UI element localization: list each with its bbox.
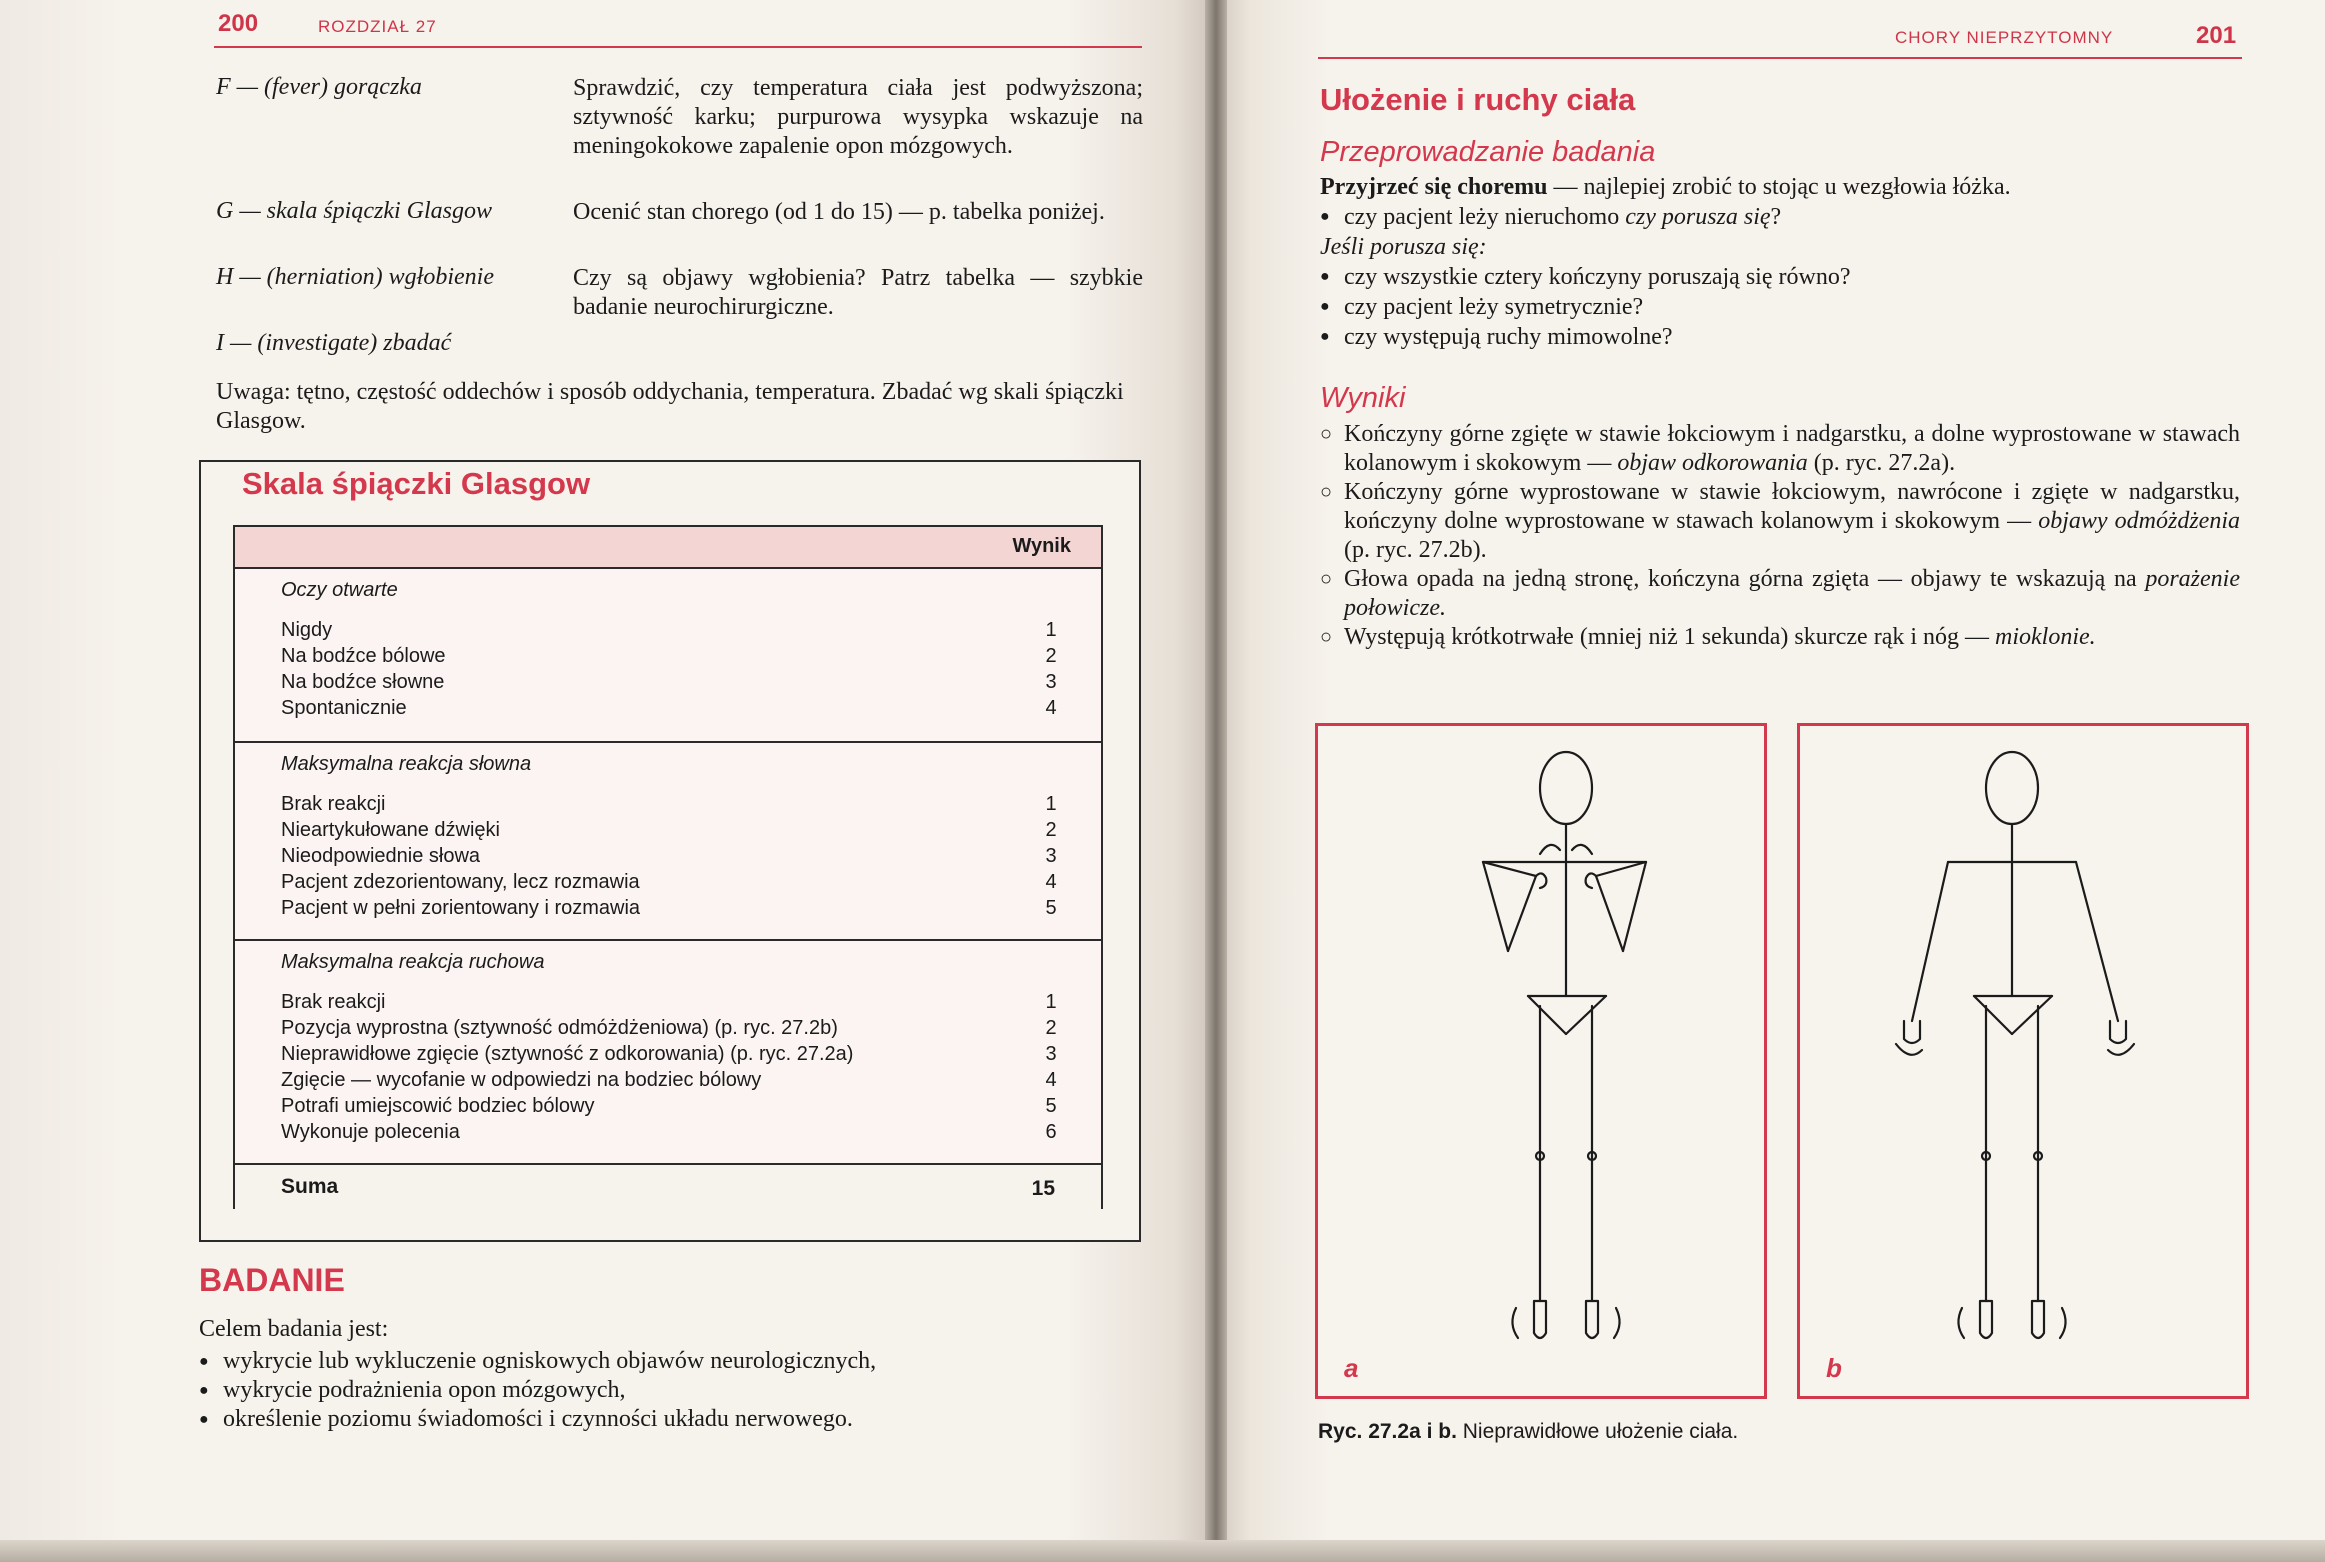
decerebrate-posture-illustration [1800,726,2246,1396]
book-gutter [1205,0,1227,1562]
note-paragraph: Uwaga: tętno, częstość oddechów i sposób oddychania, temperatura. Zbadać wg skali śpiączki Glasgow. [216,379,1124,434]
badanie-list [199,1347,876,1434]
table-row: Na bodźce bólowe 2 [281,645,1057,667]
table-row: Potrafi umiejscowić bodziec bólowy 5 [281,1095,1057,1117]
figure-a-label: a [1344,1353,1359,1383]
list-item: ○ Kończyny górne wyprostowane w stawie łokciowym, nawrócone i zgięte w nadgarstku, kończyny dolne wyprostowane w stawach kolanowym i skokowym — objawy odmóżdżenia (p. ryc. 27.2b). [1320,478,2240,565]
list-item: ● czy pacjent leży nieruchomo czy porusza się? [1320,202,2240,232]
list-item: ○ Występują krótkotrwałe (mniej niż 1 sekunda) skurcze rąk i nóg — mioklonie. [1320,623,2240,652]
abbr-term-h: H — (herniation) wgłobienie [216,264,494,290]
left-head-rule [214,46,1142,48]
check-list-1 [1320,202,2240,232]
table-row: Nieprawidłowe zgięcie (sztywność z odkorowania) (p. ryc. 27.2a) 3 [281,1043,1057,1065]
abbr-term-i: I — (investigate) zbadać [216,330,452,356]
subheading-procedure: Przeprowadzanie badania [1320,136,1656,168]
section-title: Ułożenie i ruchy ciała [1320,82,1636,117]
section-verbal [235,743,1101,941]
list-item: ● określenie poziomu świadomości i czynności układu nerwowego. [199,1405,876,1434]
section-motor [235,941,1101,1165]
sum-value: 15 [1031,1177,1055,1200]
check-list-2 [1320,262,2240,352]
list-item: ● wykrycie podrażnienia opon mózgowych, [199,1376,876,1405]
if-moves-label: Jeśli porusza się: [1320,234,1487,260]
abbr-def-h: Czy są objawy wgłobienia? Patrz tabelka — szybkie badanie neurochirurgiczne. [573,265,1143,320]
section-title: Maksymalna reakcja ruchowa [281,951,545,973]
abbr-def-f: Sprawdzić, czy temperatura ciała jest podwyższona; sztywność karku; purpurowa wysypka wskazuje na meningokokowe zapalenie opon mózgowych. [573,75,1143,159]
glasgow-table-header [235,527,1101,569]
table-row: Brak reakcji 1 [281,793,1057,815]
table-row: Pozycja wyprostna (sztywność odmóżdżeniowa) (p. ryc. 27.2b) 2 [281,1017,1057,1039]
abbr-term-g: G — skala śpiączki Glasgow [216,198,492,224]
lead-paragraph: Przyjrzeć się choremu — najlepiej zrobić to stojąc u wezgłowia łóżka. [1320,174,2011,200]
table-row: Na bodźce słowne 3 [281,671,1057,693]
figure-b-label: b [1826,1353,1842,1383]
right-head-rule [1318,57,2242,59]
sum-label: Suma [281,1175,339,1198]
left-page-number: 200 [218,10,259,37]
table-row: Brak reakcji 1 [281,991,1057,1013]
figure-b [1797,723,2249,1399]
figure-a [1315,723,1767,1399]
glasgow-title: Skala śpiączki Glasgow [242,466,591,501]
results-list [1320,420,2240,652]
abbr-term-f: F — (fever) gorączka [216,74,422,100]
right-page-number: 201 [2196,22,2237,49]
section-title: Maksymalna reakcja słowna [281,753,532,775]
list-item: ● czy występują ruchy mimowolne? [1320,322,2240,352]
table-row: Nieartykułowane dźwięki 2 [281,819,1057,841]
glasgow-table [233,525,1103,1209]
abbr-def-g: Ocenić stan chorego (od 1 do 15) — p. tabelka poniżej. [573,199,1105,225]
table-row: Pacjent w pełni zorientowany i rozmawia 5 [281,897,1057,919]
badanie-heading: BADANIE [199,1262,345,1298]
right-running-head: CHORY NIEPRZYTOMNY [1895,28,2114,47]
list-item: ● czy wszystkie cztery kończyny poruszają się równo? [1320,262,2240,292]
table-row: Wykonuje polecenia 6 [281,1121,1057,1143]
list-item: ● czy pacjent leży symetrycznie? [1320,292,2240,322]
score-column-header: Wynik [1012,535,1071,557]
list-item: ○ Głowa opada na jedną stronę, kończyna górna zgięta — objawy te wskazują na porażenie połowicze. [1320,565,2240,623]
decorticate-posture-illustration [1318,726,1764,1396]
table-row: Nigdy 1 [281,619,1057,641]
table-row: Pacjent zdezorientowany, lecz rozmawia 4 [281,871,1057,893]
table-row: Spontanicznie 4 [281,697,1057,719]
table-row: Nieodpowiednie słowa 3 [281,845,1057,867]
left-running-head: ROZDZIAŁ 27 [318,17,437,36]
table-row: Zgięcie — wycofanie w odpowiedzi na bodziec bólowy 4 [281,1069,1057,1091]
badanie-intro: Celem badania jest: [199,1316,389,1342]
list-item: ○ Kończyny górne zgięte w stawie łokciowym i nadgarstku, a dolne wyprostowane w stawach kolanowym i skokowym — objaw odkorowania (p. ryc. 27.2a). [1320,420,2240,478]
section-title: Oczy otwarte [281,579,398,601]
page-edge [0,1540,2325,1562]
section-eyes [235,569,1101,743]
subheading-results: Wyniki [1320,382,1406,414]
sum-row [235,1165,1101,1209]
figure-caption: Ryc. 27.2a i b. Nieprawidłowe ułożenie ciała. [1318,1420,1739,1443]
list-item: ● wykrycie lub wykluczenie ogniskowych objawów neurologicznych, [199,1347,876,1376]
